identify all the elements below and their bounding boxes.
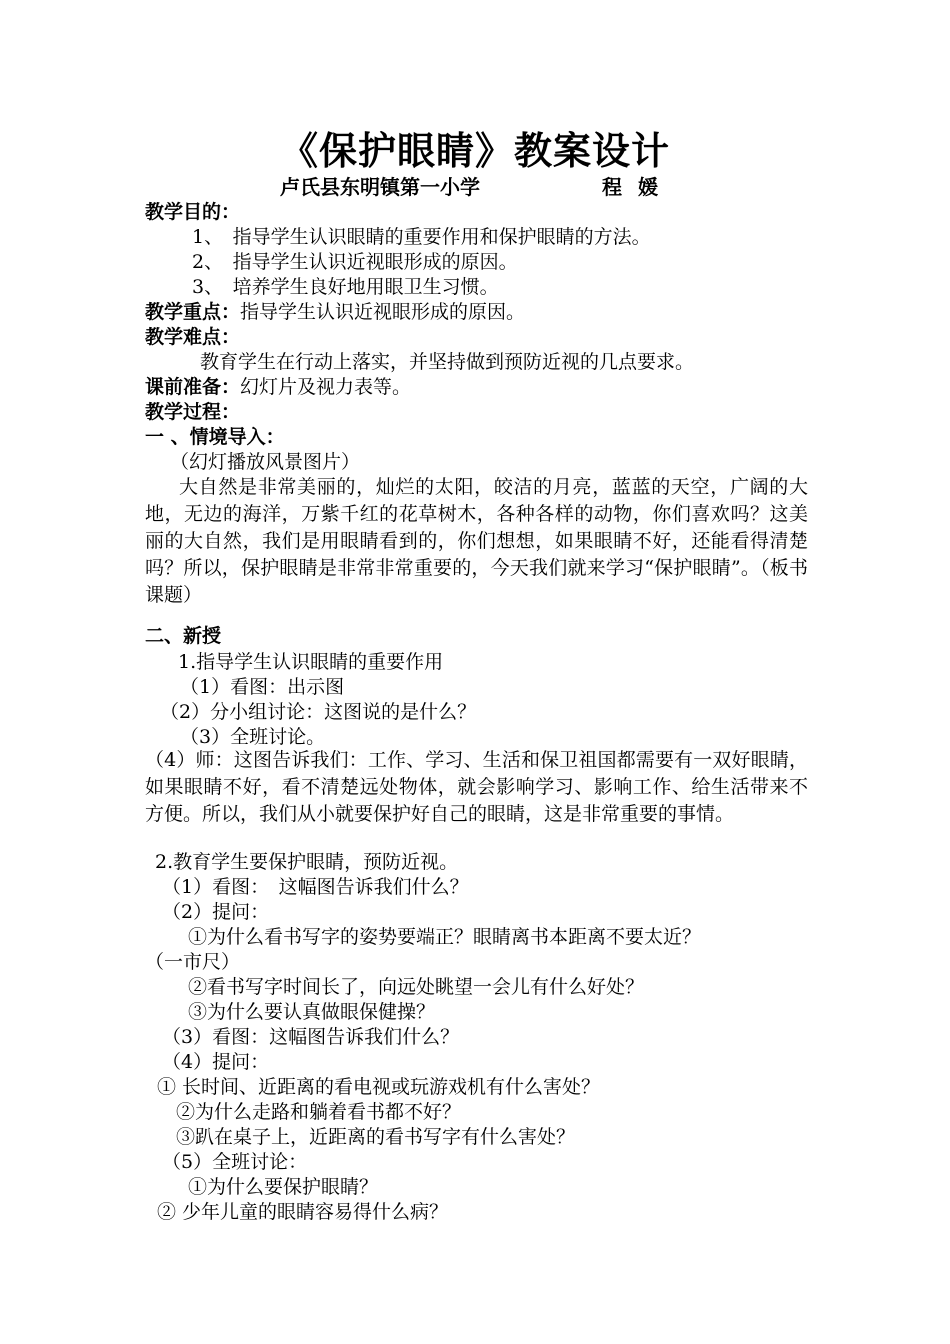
part1-step: （2）分小组讨论：这图说的是什么？ <box>160 701 477 723</box>
question-item: ① 长时间、近距离的看电视或玩游戏机有什么害处？ <box>157 1076 601 1098</box>
section2-heading: 二、新授 <box>145 625 222 647</box>
difficulty-label: 教学难点： <box>145 326 241 348</box>
part1-title: 1.指导学生认识眼睛的重要作用 <box>178 651 444 673</box>
teacher-paragraph: （4）师：这图告诉我们：工作、学习、生活和保卫祖国都需要有一双好眼睛，如果眼睛不好，看不清楚远处物体，就会影响学习、影响工作、给生活带来不方便。所以，我们从小就要保护好自己的眼睛，这是非常重要的事情。 <box>145 749 808 825</box>
author-name: 程媛 <box>602 175 674 199</box>
part2-ask2: （4）提问： <box>162 1051 270 1073</box>
section1-heading: 一 、情境导入： <box>145 426 285 448</box>
question-item: ①为什么看书写字的姿势要端正？眼睛离书本距离不要太近？ <box>188 926 702 948</box>
objective-item: 1、 指导学生认识眼睛的重要作用和保护眼睛的方法。 <box>192 226 651 248</box>
part2-discuss: （5）全班讨论： <box>162 1151 308 1173</box>
key-point <box>145 300 810 325</box>
difficulty-text: 教育学生在行动上落实，并坚持做到预防近视的几点要求。 <box>200 351 695 373</box>
intro-paragraph: 大自然是非常美丽的，灿烂的太阳，皎洁的月亮，蓝蓝的天空，广阔的大地，无边的海洋，万紫千红的花草树木，各种各样的动物，你们喜欢吗？这美丽的大自然，我们是用眼睛看到的，你们想想，如果眼睛不好，还能看得清楚吗？所以，保护眼睛是非常非常重要的，今天我们就来学习“保护眼睛”。（板书课题） <box>145 476 808 606</box>
process-heading: 教学过程： <box>145 401 241 423</box>
objectives-heading: 教学目的： <box>145 201 241 223</box>
question-item: ③为什么要认真做眼保健操？ <box>188 1001 436 1023</box>
part2-look1: （1）看图： 这幅图告诉我们什么？ <box>162 876 469 898</box>
part1-step: （3）全班讨论。 <box>180 726 326 748</box>
discussion-item: ①为什么要保护眼睛？ <box>188 1176 379 1198</box>
author-line <box>280 174 700 200</box>
part2-title: 2.教育学生要保护眼睛，预防近视。 <box>155 851 459 873</box>
preparation-text: 幻灯片及视力表等。 <box>240 376 412 398</box>
part2-ask1: （2）提问： <box>162 901 270 923</box>
objective-item: 2、 指导学生认识近视眼形成的原因。 <box>192 251 518 273</box>
school-name: 卢氏县东明镇第一小学 <box>280 175 480 199</box>
preparation <box>145 375 810 400</box>
page-title: 《保护眼睛》教案设计 <box>279 129 670 173</box>
key-point-text: 指导学生认识近视眼形成的原因。 <box>240 301 526 323</box>
part2-look2: （3）看图：这幅图告诉我们什么？ <box>162 1026 460 1048</box>
preparation-label: 课前准备： <box>145 376 241 398</box>
part1-step: （1）看图：出示图 <box>180 676 345 698</box>
slide-note: （幻灯播放风景图片） <box>170 451 361 473</box>
question-item: ③趴在桌子上，近距离的看书写字有什么害处？ <box>176 1126 576 1148</box>
question-item-cont: （一市尺） <box>145 951 241 973</box>
question-item: ②看书写字时间长了，向远处眺望一会儿有什么好处？ <box>188 976 645 998</box>
key-point-label: 教学重点： <box>145 301 241 323</box>
objective-item: 3、 培养学生良好地用眼卫生习惯。 <box>192 276 499 298</box>
discussion-item: ② 少年儿童的眼睛容易得什么病？ <box>157 1201 449 1223</box>
question-item: ②为什么走路和躺着看书都不好？ <box>176 1101 462 1123</box>
